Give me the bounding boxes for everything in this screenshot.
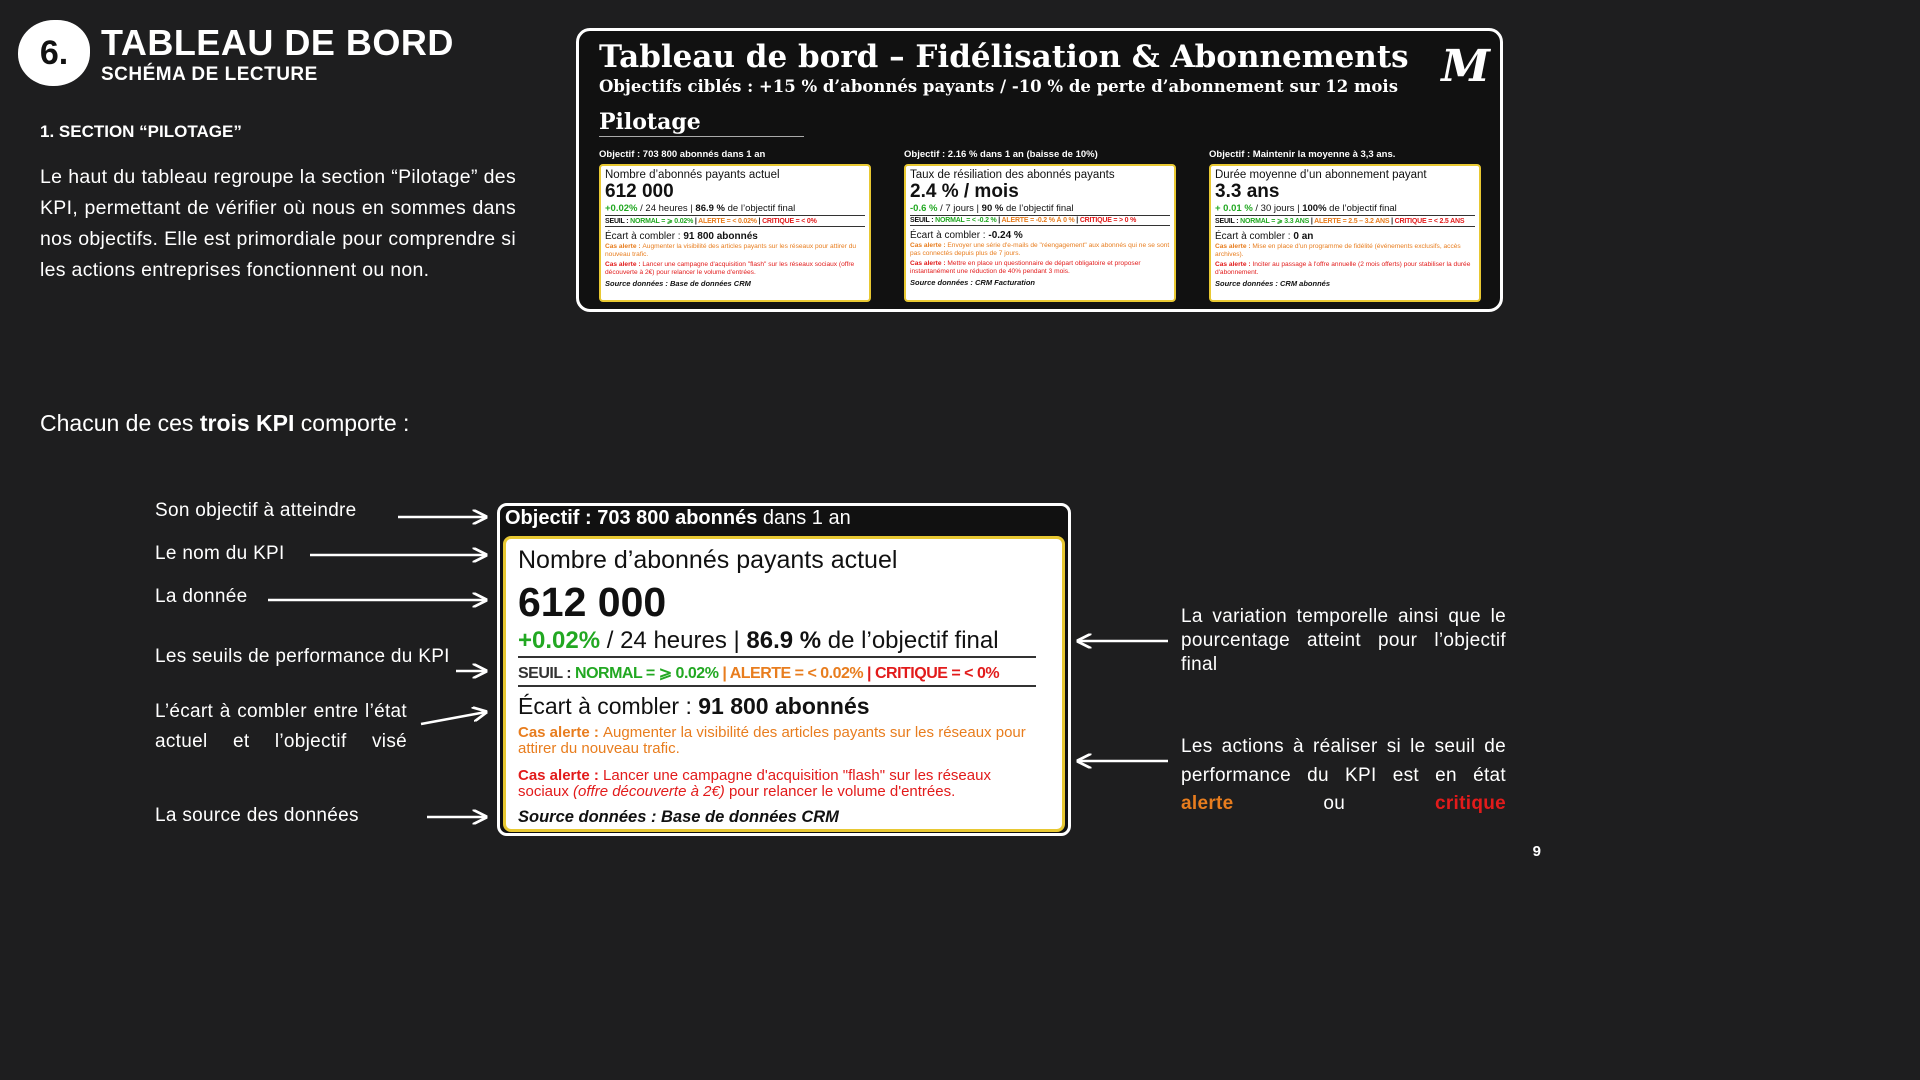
kpi-progress-pct: 86.9 % (695, 203, 725, 214)
alert-label: Cas alerte : (518, 767, 604, 784)
kpi-objective-label: Objectif : (505, 507, 592, 529)
page-title: TABLEAU DE BORD (101, 22, 454, 63)
annotation-thresholds: Les seuils de performance du KPI (155, 646, 450, 667)
annotation-actions-alerte: alerte (1181, 793, 1234, 814)
lead-after: comporte : (294, 410, 410, 436)
alert-text: Mise en place d'un programme de fidélité (événements exclusifs, accès archives). (1215, 243, 1461, 258)
annotation-gap: L’écart à combler entre l’état actuel et l’objectif visé (155, 701, 407, 752)
gap-label: Écart à combler : (518, 693, 699, 719)
annotation-kpi-name: Le nom du KPI (155, 543, 285, 564)
threshold-separator: | (863, 665, 875, 682)
kpi-thresholds: SEUIL : NORMAL = ⩾ 3.3 ANS | ALERTE = 2.5 – 3.2 ANS | CRITIQUE = < 2.5 ANS (1215, 216, 1475, 227)
kpi-progress-label: de l’objectif final (1326, 203, 1397, 214)
kpi-objective-rest: dans 1 an (757, 507, 851, 529)
threshold-critical: CRITIQUE = < 2.5 ANS (1394, 218, 1465, 225)
threshold-critical: CRITIQUE = < 0% (762, 218, 817, 225)
alert-label: Cas alerte : (605, 261, 643, 269)
gap-label: Écart à combler : (605, 231, 684, 242)
kpi-objective-value: 703 800 abonnés dans 1 an (640, 149, 766, 160)
kpi-variation-period: / 30 jours | (1252, 203, 1303, 214)
gap-label: Écart à combler : (910, 230, 989, 241)
annotation-source: La source des données (155, 805, 359, 826)
alert-text-italic: (offre découverte à 2€) (573, 783, 725, 800)
kpi-name: Nombre d’abonnés payants actuel (518, 546, 898, 574)
kpi-value: 2.4 % / mois (910, 181, 1019, 202)
annotation-data: La donnée (155, 586, 248, 607)
threshold-label: SEUIL : (1215, 218, 1241, 225)
annotation-actions-or: ou (1233, 793, 1435, 814)
kpi-variation-period: / 24 heures | (600, 627, 747, 654)
kpi-thresholds: SEUIL : NORMAL = < -0.2 % | ALERTE = -0.2 % À 0 % | CRITIQUE = > 0 % (910, 216, 1170, 226)
dashboard-title: Tableau de bord – Fidélisation & Abonnements (599, 39, 1409, 75)
page-subtitle: SCHÉMA DE LECTURE (101, 64, 318, 85)
annotation-variation: La variation temporelle ainsi que le pourcentage atteint pour l’objectif final (1181, 606, 1506, 675)
threshold-normal: NORMAL = ⩾ 3.3 ANS (1240, 218, 1310, 225)
kpi-progress-pct: 100% (1302, 203, 1327, 214)
gap-value: 0 an (1293, 231, 1314, 242)
gap-value: -0.24 % (988, 230, 1023, 241)
kpi-value: 612 000 (605, 181, 674, 202)
kpi-name: Durée moyenne d’un abonnement payant (1215, 169, 1427, 181)
kpi-variation-value: + 0.01 % (1215, 203, 1253, 214)
lead-bold: trois KPI (199, 410, 295, 436)
alert-label: Cas alerte : (605, 243, 643, 250)
kpi-objective-label: Objectif : (599, 149, 641, 160)
gap-value: 91 800 abonnés (698, 693, 870, 719)
kpi-progress-label: de l’objectif final (725, 203, 796, 214)
alert-text: Envoyer une série d'e-mails de "réengagement" aux abonnés qui ne se sont pas connectés depuis plus de 7 jours. (910, 242, 1170, 257)
alert-label: Cas alerte : (1215, 243, 1253, 250)
section-paragraph: Le haut du tableau regroupe la section “Pilotage” des KPI, permettant de vérifier où nous en sommes dans nos objectifs. Elle est primordiale pour comprendre si les actions entreprises fonctionnent ou non. (40, 166, 516, 281)
threshold-normal: NORMAL = ⩾ 0.02% (630, 218, 694, 225)
alert-label: Cas alerte : (910, 260, 948, 268)
brand-logo: M (1441, 41, 1490, 92)
threshold-normal: NORMAL = < -0.2 % (935, 217, 997, 224)
kpi-source: Source données : Base de données CRM (605, 279, 751, 289)
kpi-objective-value: Maintenir la moyenne à 3,3 ans. (1250, 149, 1396, 160)
section-title: 1. SECTION “PILOTAGE” (40, 122, 242, 141)
alert-text: Augmenter la visibilité des articles payants sur les réseaux pour attirer du nouveau trafic. (518, 724, 1026, 757)
threshold-alert: ALERTE = -0.2 % À 0 % (1001, 217, 1075, 224)
kpi-progress-pct: 86.9 % (746, 627, 822, 654)
annotation-objective: Son objectif à atteindre (155, 500, 357, 521)
kpi-value: 3.3 ans (1215, 181, 1280, 202)
kpi-thresholds: SEUIL : NORMAL = ⩾ 0.02% | ALERTE = < 0.02% | CRITIQUE = < 0% (605, 216, 865, 227)
alert-label: Cas alerte : (518, 724, 604, 741)
kpi-objective-label: Objectif : (904, 149, 946, 160)
kpi-variation-period: / 24 heures | (637, 203, 696, 214)
threshold-alert: ALERTE = 2.5 – 3.2 ANS (1314, 218, 1390, 225)
dashboard-section-title: Pilotage (599, 109, 701, 135)
alert-text: Lancer une campagne d'acquisition "flash" sur les réseaux sociaux (offre découverte à 2€) pour relancer le volume d'entrées. (605, 261, 855, 276)
kpi-progress-pct: 90 % (981, 203, 1004, 214)
kpi-variation-period: / 7 jours | (937, 203, 982, 214)
kpi-progress-label: de l’objectif final (821, 627, 999, 654)
kpi-progress-label: de l’objectif final (1003, 203, 1074, 214)
lead-before: Chacun de ces (40, 410, 200, 436)
dashboard-subtitle: Objectifs ciblés : +15 % d’abonnés payants / -10 % de perte d’abonnement sur 12 mois (599, 77, 1398, 96)
kpi-variation-value: +0.02% (518, 627, 601, 654)
kpi-source: Source données : CRM Facturation (910, 278, 1036, 288)
threshold-label: SEUIL : (518, 665, 576, 682)
kpi-objective-value: 2.16 % dans 1 an (baisse de 10%) (945, 149, 1098, 160)
kpi-source: Source données : CRM abonnés (1215, 279, 1331, 289)
kpi-variation-value: -0.6 % (910, 203, 938, 214)
threshold-alert: ALERTE = < 0.02% (698, 218, 757, 225)
section-number-badge: 6. (18, 20, 90, 86)
threshold-alert: ALERTE = < 0.02% (729, 665, 864, 682)
gap-label: Écart à combler : (1215, 231, 1294, 242)
annotation-actions-text: Les actions à réaliser si le seuil de performance du KPI est en état (1181, 736, 1506, 786)
alert-text: Mettre en place un questionnaire de départ obligatoire et proposer instantanément une réduction de 40% pendant 3 mois. (910, 260, 1141, 275)
page-number: 9 (1532, 843, 1541, 860)
kpi-source: Source données : Base de données CRM (518, 808, 839, 826)
threshold-separator: | (718, 665, 730, 682)
alert-label: Cas alerte : (910, 242, 948, 249)
kpi-name: Nombre d’abonnés payants actuel (605, 169, 780, 181)
kpi-objective-value: 703 800 abonnés (591, 507, 758, 529)
kpi-name: Taux de résiliation des abonnés payants (910, 169, 1115, 181)
threshold-critical: CRITIQUE = > 0 % (1079, 217, 1137, 224)
alert-text: Inciter au passage à l'offre annuelle (2 mois offerts) pour stabiliser la durée d'abonnement. (1215, 261, 1471, 276)
alert-text: Augmenter la visibilité des articles payants sur les réseaux pour attirer du nouveau trafic. (605, 243, 857, 258)
gap-value: 91 800 abonnés (683, 231, 758, 242)
kpi-value: 612 000 (518, 579, 667, 625)
alert-text: Lancer une campagne d'acquisition "flash" sur les réseaux sociaux (518, 767, 991, 800)
alert-label: Cas alerte : (1215, 261, 1253, 269)
annotation-actions-critique: critique (1434, 793, 1506, 814)
threshold-label: SEUIL : (605, 218, 631, 225)
threshold-normal: NORMAL = ⩾ 0.02% (575, 665, 719, 682)
threshold-label: SEUIL : (910, 217, 936, 224)
kpi-objective-label: Objectif : (1209, 149, 1251, 160)
alert-text: pour relancer le volume d'entrées. (724, 783, 956, 800)
threshold-critical: CRITIQUE = < 0% (874, 665, 1000, 682)
arrow-gap (421, 712, 486, 724)
kpi-variation-value: +0.02% (605, 203, 638, 214)
